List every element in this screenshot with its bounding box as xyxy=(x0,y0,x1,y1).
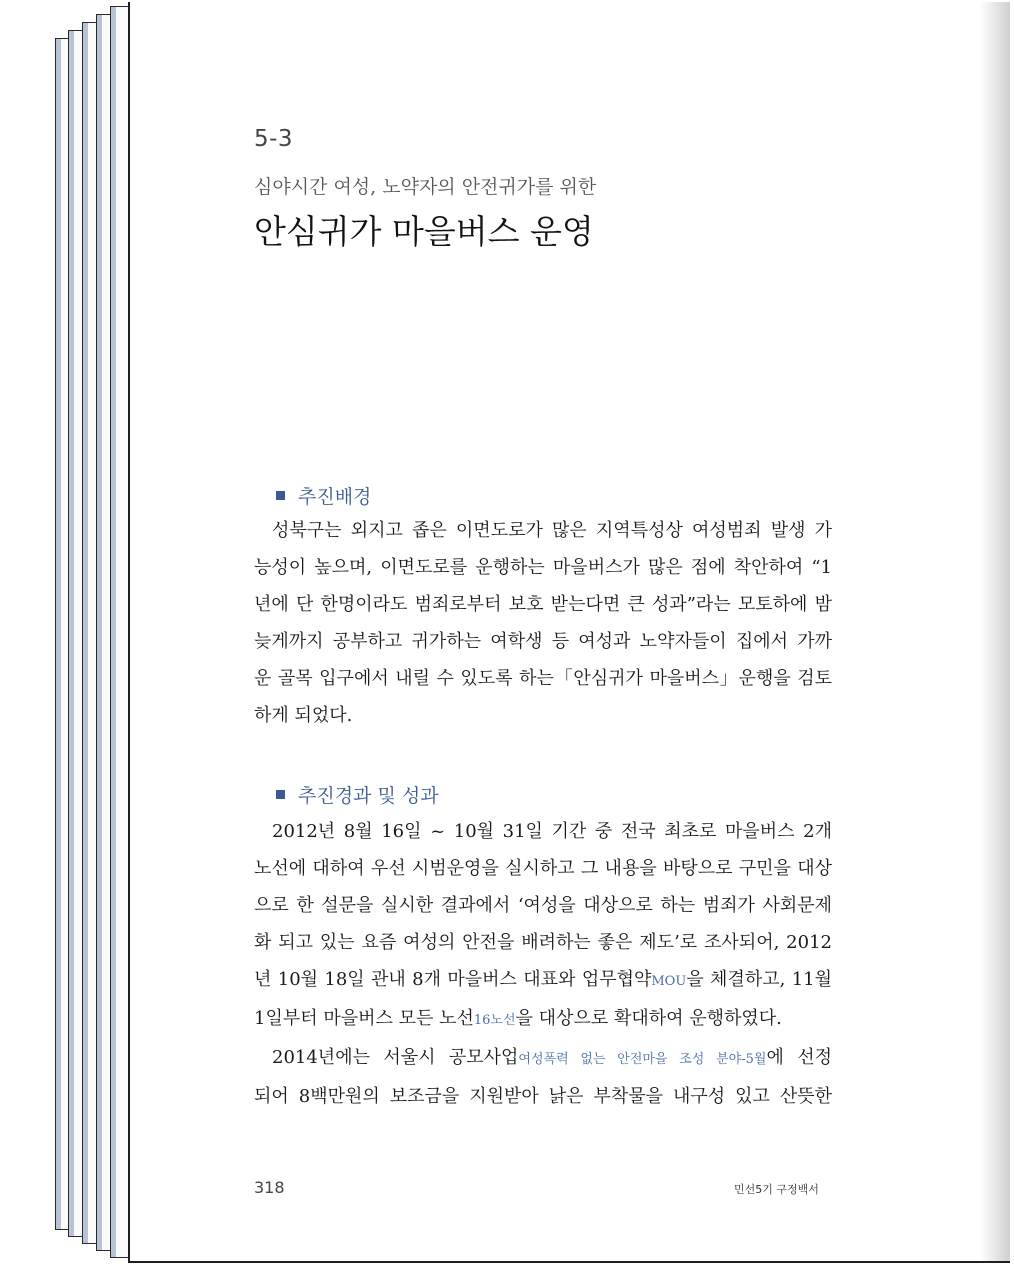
book-page xyxy=(128,2,1010,1263)
text-line: 하게 되었다. xyxy=(254,705,353,726)
inline-note: 16노선 xyxy=(473,1013,516,1028)
text-segment: 1일부터 마을버스 모든 노선 xyxy=(254,1008,474,1029)
inline-note: 여성폭력 없는 안전마을 조성 분야-5월 xyxy=(518,1052,767,1067)
page-number: 318 xyxy=(254,1178,285,1197)
text-segment: 2014년에는 서울시 공모사업 xyxy=(272,1047,519,1068)
heading-background xyxy=(276,482,371,509)
section-number: 5-3 xyxy=(254,126,294,152)
text-line xyxy=(254,1000,832,1039)
text-segment: 을 대상으로 확대하여 운행하였다. xyxy=(515,1008,782,1029)
heading-results xyxy=(276,781,439,808)
book-title: 민선5기 구정백서 xyxy=(734,1183,819,1196)
text-segment: 에 선정 xyxy=(766,1047,832,1068)
text-line: 으로 한 설문을 실시한 결과에서 ‘여성을 대상으로 하는 범죄가 사회문제 xyxy=(254,895,832,916)
text-line xyxy=(254,961,832,1000)
inline-note: MOU xyxy=(651,974,687,989)
heading-background-label: 추진배경 xyxy=(298,486,372,508)
background-paragraph xyxy=(254,512,832,734)
text-line: 노선에 대하여 우선 시범운영을 실시하고 그 내용을 바탕으로 구민을 대상 xyxy=(254,858,832,879)
text-segment: 년 10월 18일 관내 8개 마을버스 대표와 업무협약 xyxy=(254,969,652,990)
square-bullet-icon xyxy=(276,491,285,500)
text-line: 운 골목 입구에서 내릴 수 있도록 하는「안심귀가 마을버스」운행을 검토 xyxy=(254,668,832,689)
results-paragraph xyxy=(254,813,832,1115)
section-title: 안심귀가 마을버스 운영 xyxy=(254,212,594,251)
text-line: 되어 8백만원의 보조금을 지원받아 낡은 부착물을 내구성 있고 산뜻한 xyxy=(254,1086,832,1107)
text-line: 년에 단 한명이라도 범죄로부터 보호 받는다면 큰 성과”라는 모토하에 밤 xyxy=(254,594,832,615)
text-line: 늦게까지 공부하고 귀가하는 여학생 등 여성과 노약자들이 집에서 가까 xyxy=(254,631,832,652)
text-line: 성북구는 외지고 좁은 이면도로가 많은 지역특성상 여성범죄 발생 가 xyxy=(272,520,832,541)
text-line: 능성이 높으며, 이면도로를 운행하는 마을버스가 많은 점에 착안하여 “1 xyxy=(254,557,832,578)
text-line: 2012년 8월 16일 ~ 10월 31일 기간 중 전국 최초로 마을버스 2개 xyxy=(272,821,832,842)
text-line xyxy=(254,1039,832,1078)
text-line: 화 되고 있는 요즘 여성의 안전을 배려하는 좋은 제도’로 조사되어, 2012 xyxy=(254,932,832,953)
heading-results-label: 추진경과 및 성과 xyxy=(298,785,439,807)
text-segment: 을 체결하고, 11월 xyxy=(686,969,832,990)
section-subtitle: 심야시간 여성, 노약자의 안전귀가를 위한 xyxy=(254,176,597,198)
square-bullet-icon xyxy=(276,790,285,799)
